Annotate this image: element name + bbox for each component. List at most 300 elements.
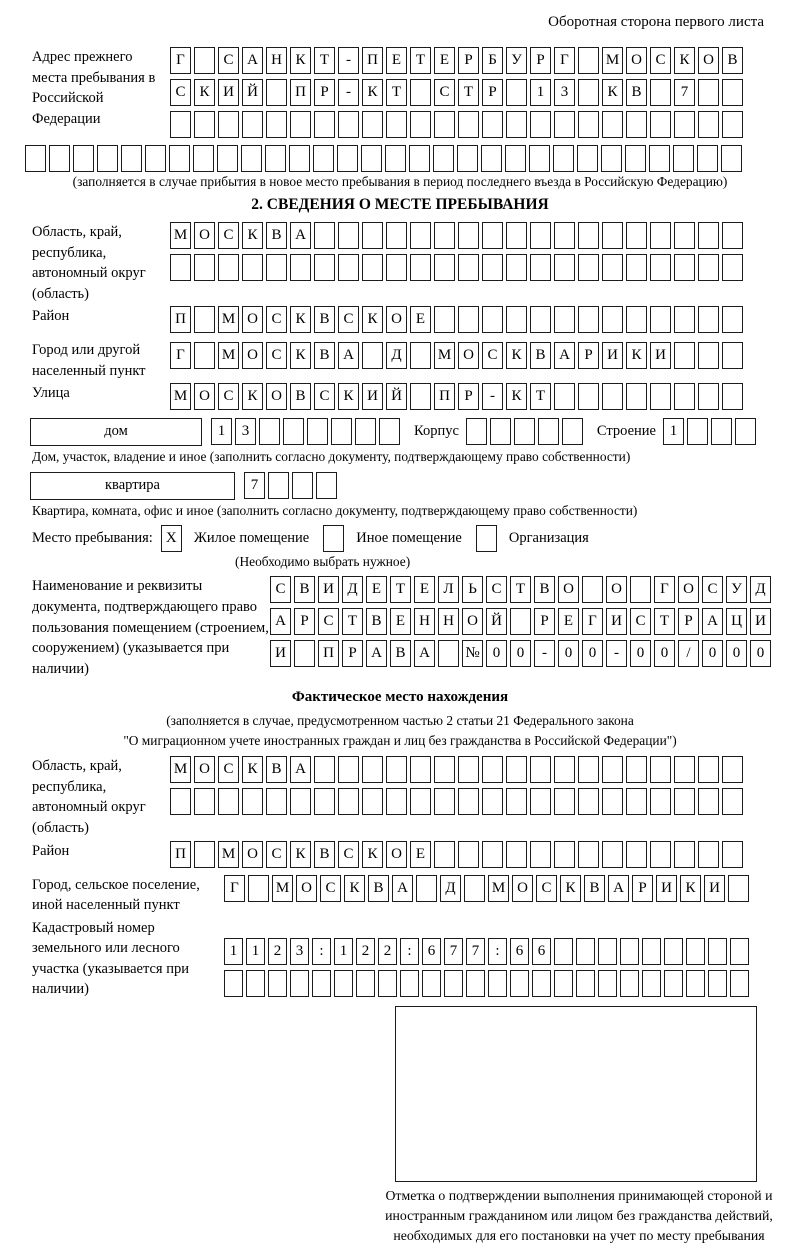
char-box: Р [458,383,479,410]
char-box: 6 [532,938,551,965]
stay-option-residential-checkbox: X [161,525,182,552]
char-box [488,970,507,997]
char-box [386,111,407,138]
confirmation-stamp-note: Отметка о подтверждении выполнения принимающей стороной и иностранным гражданином или лицом без гражданства действий, необходимых для его постановки на учет по месту пребывания [385,1187,773,1243]
char-box: 7 [244,472,265,499]
document-block [20,576,780,679]
char-box [598,938,617,965]
prev-address-row-1 [170,47,780,74]
char-box [314,788,335,815]
char-box [355,418,376,445]
char-box [434,111,455,138]
char-box: А [242,47,263,74]
char-box: М [170,222,191,249]
char-box: Т [386,79,407,106]
char-box [674,788,695,815]
char-box [530,222,551,249]
char-box: К [626,342,647,369]
char-box: С [218,756,239,783]
char-box: К [242,756,263,783]
char-box [266,79,287,106]
char-box [730,938,749,965]
char-box: 0 [558,640,579,667]
char-box: О [462,608,483,635]
char-box: А [392,875,413,902]
char-box [410,788,431,815]
char-box [698,111,719,138]
char-box [626,756,647,783]
char-box [578,47,599,74]
char-box: 1 [211,418,232,445]
char-box: Т [390,576,411,603]
char-box [626,306,647,333]
char-box: А [290,222,311,249]
char-box [577,145,598,172]
char-box: Р [678,608,699,635]
street-label: Улица [32,385,70,402]
char-box: : [312,938,331,965]
char-box: Т [530,383,551,410]
char-box [576,970,595,997]
char-box [578,111,599,138]
char-box [506,756,527,783]
char-box [506,111,527,138]
char-box [554,756,575,783]
section2-title: 2. СВЕДЕНИЯ О МЕСТЕ ПРЕБЫВАНИЯ [251,196,549,213]
char-box: Е [410,841,431,868]
actual-city-block [20,875,780,916]
region-label: Область, край, республика, автономный округ (область) [32,224,146,302]
char-box [121,145,142,172]
char-box [728,875,749,902]
char-box: Р [294,608,315,635]
char-box: Е [414,576,435,603]
char-box [458,254,479,281]
char-box [97,145,118,172]
char-box [529,145,550,172]
char-box [510,608,531,635]
char-box: Г [224,875,245,902]
char-box: О [512,875,533,902]
char-box [602,222,623,249]
char-box: Л [438,576,459,603]
char-box: С [218,383,239,410]
char-box [532,970,551,997]
char-box [530,788,551,815]
char-box [673,145,694,172]
prev-address-label: Адрес прежнего места пребывания в Российской Федерации [32,49,156,127]
cadastral-block [20,918,780,1002]
korpus-cells [466,418,586,445]
char-box [170,254,191,281]
actual-location-note-line1: (заполняется в случае, предусмотренном частью 2 статьи 21 Федерального закона [166,713,634,729]
char-box [506,254,527,281]
char-box: 3 [235,418,256,445]
char-box [506,841,527,868]
char-box: 0 [726,640,747,667]
city-label: Город или другой населенный пункт [32,342,146,379]
char-box [626,111,647,138]
actual-district-label: Район [32,842,70,859]
char-box [730,970,749,997]
char-box: О [242,306,263,333]
char-box: О [558,576,579,603]
char-box: 1 [530,79,551,106]
char-box [386,756,407,783]
char-box: 7 [444,938,463,965]
char-box: О [242,342,263,369]
char-box [194,788,215,815]
char-box [314,756,335,783]
char-box: О [242,841,263,868]
prev-address-row-4 [25,145,780,172]
char-box [312,970,331,997]
char-box: 1 [334,938,353,965]
cadastral-row-1 [224,938,780,965]
char-box [265,145,286,172]
char-box: 0 [654,640,675,667]
char-box [434,841,455,868]
char-box: А [366,640,387,667]
char-box [674,342,695,369]
char-box: О [626,47,647,74]
char-box: А [290,756,311,783]
char-box [433,145,454,172]
char-box [266,254,287,281]
char-box [630,576,651,603]
char-box: Д [440,875,461,902]
char-box [697,145,718,172]
char-box: М [170,383,191,410]
char-box: 1 [663,418,684,445]
char-box: 2 [356,938,375,965]
char-box [650,383,671,410]
char-box: С [630,608,651,635]
char-box [242,788,263,815]
char-box [386,254,407,281]
char-box: К [290,47,311,74]
char-box [698,383,719,410]
char-box [410,383,431,410]
char-box: И [318,576,339,603]
char-box: В [314,306,335,333]
char-box: Г [582,608,603,635]
char-box [722,306,743,333]
char-box: К [674,47,695,74]
char-box [313,145,334,172]
char-box: С [338,306,359,333]
char-box: М [218,306,239,333]
char-box [674,111,695,138]
char-box [482,306,503,333]
char-box [266,111,287,138]
char-box: И [656,875,677,902]
char-box: О [606,576,627,603]
char-box: С [218,222,239,249]
char-box [626,841,647,868]
char-box: С [218,47,239,74]
char-box [218,111,239,138]
char-box [530,841,551,868]
char-box: Р [314,79,335,106]
char-box [722,111,743,138]
prev-address-row-3 [170,111,780,138]
char-box [386,222,407,249]
char-box: К [194,79,215,106]
char-box: 6 [510,938,529,965]
char-box [602,383,623,410]
char-box [458,841,479,868]
char-box: К [242,383,263,410]
char-box: П [170,841,191,868]
char-box [650,111,671,138]
stay-option-organization-label: Организация [508,530,589,547]
char-box: О [698,47,719,74]
char-box: Й [486,608,507,635]
char-box [687,418,708,445]
char-box: И [750,608,771,635]
char-box: О [458,342,479,369]
char-box: А [554,342,575,369]
char-box [338,111,359,138]
char-box [314,254,335,281]
char-box: Р [342,640,363,667]
char-box [379,418,400,445]
char-box [722,788,743,815]
char-box [626,254,647,281]
char-box [650,841,671,868]
apartment-note: Квартира, комната, офис и иное (заполнить согласно документу, подтверждающему право собственности) [32,503,638,519]
char-box: В [530,342,551,369]
char-box: С [650,47,671,74]
char-box [434,756,455,783]
char-box [686,970,705,997]
char-box [410,254,431,281]
char-box: - [338,47,359,74]
char-box [362,254,383,281]
char-box [410,342,431,369]
char-box [554,111,575,138]
char-box [458,222,479,249]
char-box: К [560,875,581,902]
char-box [602,788,623,815]
actual-location-note [20,711,780,750]
korpus-label: Корпус [414,423,459,440]
char-box: Е [366,576,387,603]
char-box: Е [558,608,579,635]
char-box [506,306,527,333]
char-box [356,970,375,997]
char-box [698,788,719,815]
char-box [458,756,479,783]
char-box: № [462,640,483,667]
char-box: Е [434,47,455,74]
char-box [464,875,485,902]
char-box [530,254,551,281]
char-box [554,222,575,249]
district-row [170,306,780,333]
char-box [194,841,215,868]
prev-address-block [20,47,780,143]
char-box: С [266,342,287,369]
char-box [514,418,535,445]
char-box [578,79,599,106]
char-box [722,383,743,410]
char-box [362,756,383,783]
region-block [20,222,780,304]
char-box: П [290,79,311,106]
char-box [598,970,617,997]
char-box [650,79,671,106]
char-box: И [650,342,671,369]
stay-type-block [32,525,780,552]
char-box: 0 [702,640,723,667]
char-box: В [266,222,287,249]
char-box: Т [342,608,363,635]
char-box [686,938,705,965]
char-box [554,788,575,815]
char-box: А [338,342,359,369]
char-box [292,472,313,499]
char-box [218,254,239,281]
char-box [650,222,671,249]
char-box [506,222,527,249]
char-box [193,145,214,172]
char-box: Р [530,47,551,74]
char-box [650,254,671,281]
char-box: В [626,79,647,106]
char-box [602,111,623,138]
char-box [625,145,646,172]
char-box [410,756,431,783]
house-note: Дом, участок, владение и иное (заполнить согласно документу, подтверждающему право собственности) [32,449,631,465]
char-box: : [488,938,507,965]
char-box [698,254,719,281]
actual-region-row-2 [170,788,780,815]
house-type-box: дом [30,418,202,446]
char-box: И [704,875,725,902]
char-box [457,145,478,172]
char-box: К [506,342,527,369]
city-block [20,340,780,381]
char-box [362,342,383,369]
char-box: Н [414,608,435,635]
prev-address-boxes [170,47,780,143]
char-box [362,788,383,815]
char-box [266,788,287,815]
char-box [490,418,511,445]
char-box: О [194,756,215,783]
page-header-note: Оборотная сторона первого листа [548,14,764,30]
char-box [338,788,359,815]
char-box: В [266,756,287,783]
char-box [711,418,732,445]
char-box [602,756,623,783]
char-box [290,970,309,997]
char-box [482,788,503,815]
char-box: К [242,222,263,249]
char-box [242,254,263,281]
char-box [722,841,743,868]
char-box [602,306,623,333]
char-box [416,875,437,902]
char-box [331,418,352,445]
char-box: Е [386,47,407,74]
char-box: О [678,576,699,603]
apartment-block [30,471,780,500]
char-box [698,79,719,106]
char-box: А [702,608,723,635]
char-box: В [534,576,555,603]
house-block [30,417,780,446]
char-box: А [270,608,291,635]
char-box [664,938,683,965]
char-box [576,938,595,965]
char-box [294,640,315,667]
char-box [224,970,243,997]
char-box: - [534,640,555,667]
char-box: А [414,640,435,667]
char-box: С [536,875,557,902]
char-box: Ь [462,576,483,603]
char-box: Д [342,576,363,603]
char-box [434,788,455,815]
char-box [578,841,599,868]
char-box: 2 [268,938,287,965]
char-box [642,970,661,997]
char-box: П [362,47,383,74]
char-box: У [726,576,747,603]
char-box [316,472,337,499]
char-box [338,254,359,281]
char-box: - [338,79,359,106]
char-box: Т [654,608,675,635]
region-row-1 [170,222,780,249]
char-box: Б [482,47,503,74]
char-box: Е [410,306,431,333]
char-box [506,79,527,106]
char-box: С [266,306,287,333]
char-box: И [606,608,627,635]
char-box [505,145,526,172]
char-box [626,788,647,815]
char-box: 7 [674,79,695,106]
char-box [283,418,304,445]
char-box: С [702,576,723,603]
char-box: В [314,342,335,369]
char-box [194,111,215,138]
prev-address-row-2 [170,79,780,106]
char-box [554,383,575,410]
char-box [25,145,46,172]
char-box [409,145,430,172]
street-row [170,383,780,410]
char-box: Т [510,576,531,603]
char-box [482,756,503,783]
char-box: 3 [290,938,309,965]
char-box: У [506,47,527,74]
char-box [553,145,574,172]
char-box [674,254,695,281]
char-box [582,576,603,603]
char-box [722,342,743,369]
char-box [290,254,311,281]
actual-region-block [20,756,780,838]
actual-city-row [224,875,780,902]
actual-region-label: Область, край, республика, автономный округ (область) [32,758,146,836]
actual-district-block [20,841,780,873]
char-box: С [318,608,339,635]
